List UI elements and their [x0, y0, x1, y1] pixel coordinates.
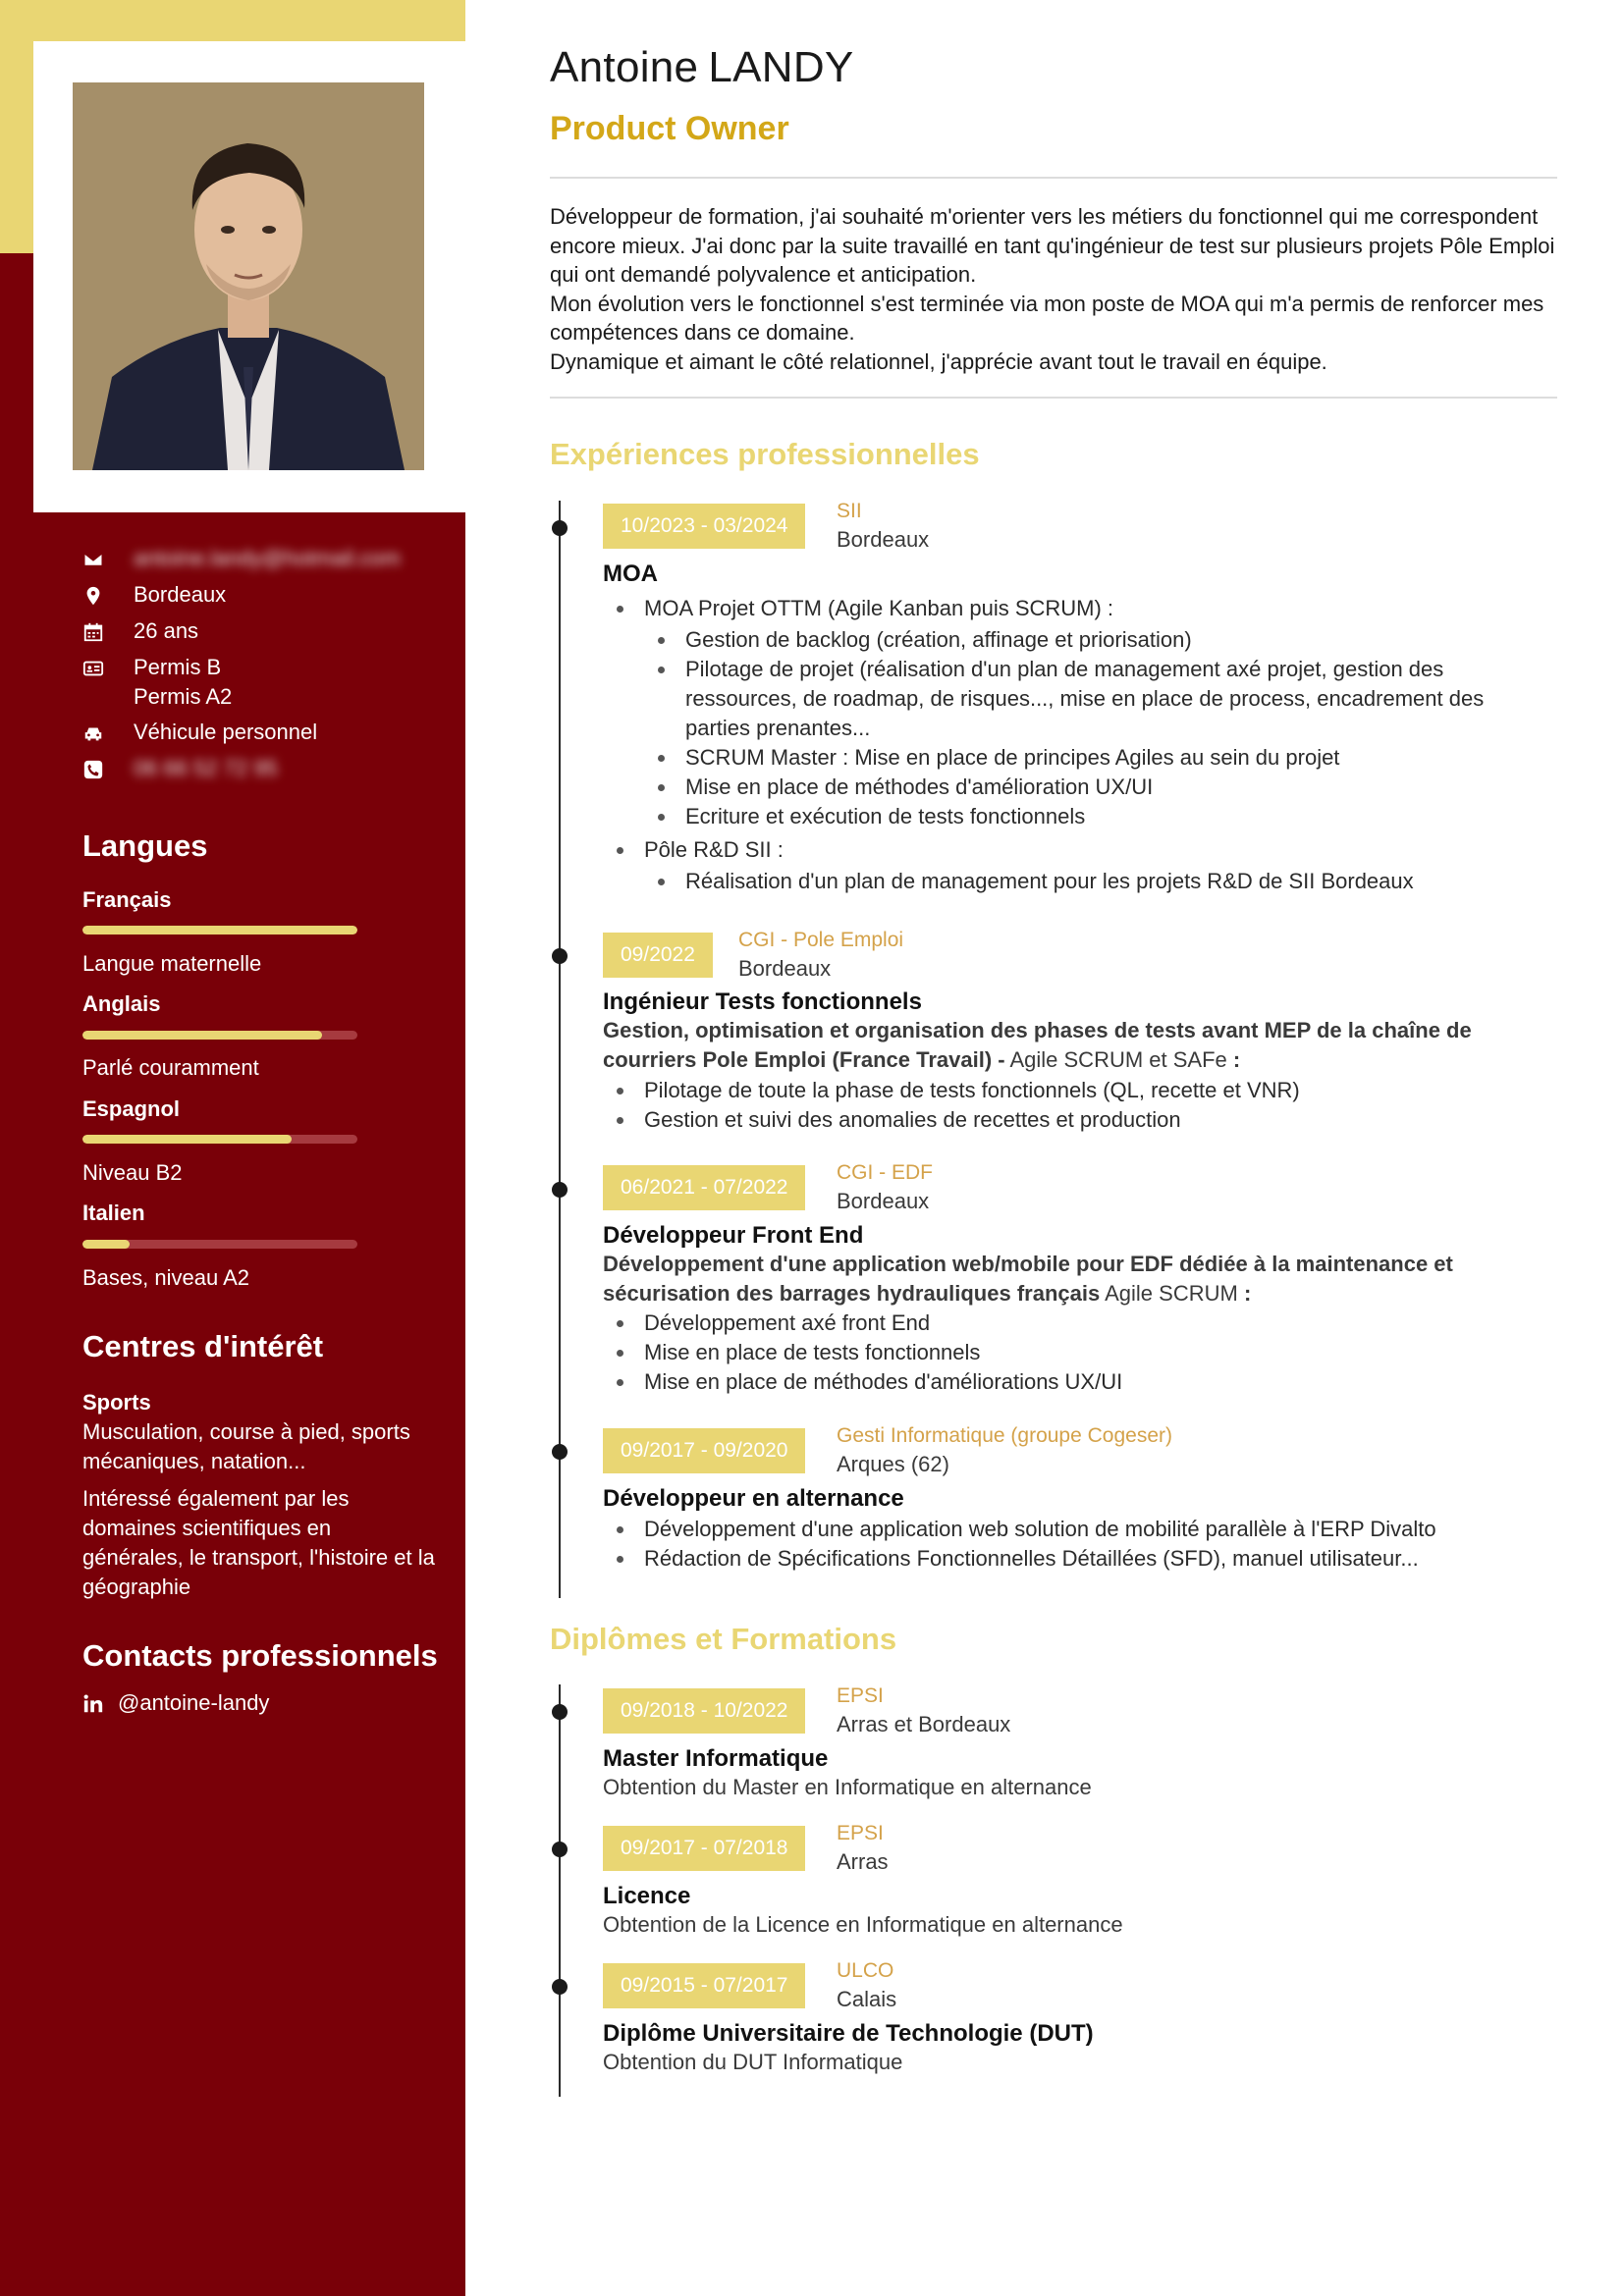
date-badge: 09/2015 - 07/2017 — [603, 1963, 805, 2008]
role-bullets — [603, 1076, 1545, 1135]
role-description-bold: Développement d'une application web/mobile pour EDF dédiée à la maintenance et sécurisation des barrages hydrauliques français — [603, 1252, 1453, 1306]
timeline-dot — [552, 1704, 568, 1720]
bullet-item: Pilotage de toute la phase de tests fonctionnels (QL, recette et VNR) — [603, 1076, 1545, 1105]
sub-bullets — [644, 625, 1545, 831]
sub-bullet-item: Mise en place de méthodes d'amélioration UX/UI — [644, 773, 1545, 802]
role-description-plain: Agile SCRUM — [1100, 1281, 1244, 1306]
experience-timeline — [559, 501, 561, 1598]
sub-bullets — [644, 867, 1545, 896]
date-badge: 09/2018 - 10/2022 — [603, 1688, 805, 1734]
sub-bullet-item: Réalisation d'un plan de management pour les projets R&D de SII Bordeaux — [644, 867, 1545, 896]
timeline-dot — [552, 1842, 568, 1857]
language-name: Anglais — [82, 991, 161, 1016]
language-level: Bases, niveau A2 — [82, 1265, 250, 1290]
timeline-dot — [552, 520, 568, 536]
timeline-dot — [552, 1444, 568, 1460]
school-name: EPSI — [837, 1684, 884, 1707]
car-icon — [82, 718, 122, 747]
bullet-item: Développement axé front End — [603, 1308, 1545, 1338]
language-level-fill — [82, 1240, 130, 1249]
language-name: Français — [82, 887, 172, 912]
company-name: Gesti Informatique (groupe Cogeser) — [837, 1424, 1172, 1447]
date-badge: 06/2021 - 07/2022 — [603, 1165, 805, 1210]
date-badge: 09/2017 - 07/2018 — [603, 1826, 805, 1871]
degree-description: Obtention de la Licence en Informatique en alternance — [603, 1912, 1123, 1937]
bullet-item: Mise en place de tests fonctionnels — [603, 1338, 1545, 1367]
linkedin-handle[interactable]: @antoine-landy — [118, 1690, 270, 1715]
divider — [550, 177, 1557, 179]
summary-paragraph: Mon évolution vers le fonctionnel s'est terminée via mon poste de MOA qui m'a permis de renforcer mes compétences dans ce domaine. — [550, 291, 1544, 345]
company-name: CGI - EDF — [837, 1161, 933, 1184]
education-title: Diplômes et Formations — [550, 1622, 897, 1656]
contact-phone-row[interactable] — [82, 754, 278, 783]
contact-vehicle-row — [82, 718, 317, 747]
degree-title: Licence — [603, 1883, 691, 1909]
bullet-text: Pôle R&D SII : — [644, 837, 784, 862]
role-title: Développeur Front End — [603, 1222, 864, 1249]
language-level-bar — [82, 1031, 357, 1040]
linkedin-row[interactable] — [82, 1688, 269, 1718]
language-name: Espagnol — [82, 1096, 181, 1121]
date-badge: 09/2017 - 09/2020 — [603, 1428, 805, 1473]
timeline-dot — [552, 1182, 568, 1198]
role-description-plain: Agile SCRUM et SAFe — [1004, 1047, 1233, 1072]
language-level-bar — [82, 926, 357, 934]
bullet-item: Développement d'une application web solution de mobilité parallèle à l'ERP Divalto — [603, 1515, 1565, 1544]
company-location: Bordeaux — [837, 527, 930, 552]
role-bullets — [603, 594, 1545, 896]
last-name: LANDY — [708, 43, 854, 91]
language-level: Parlé couramment — [82, 1055, 259, 1080]
bullet-item: Mise en place de méthodes d'améliorations UX/UI — [603, 1367, 1545, 1397]
languages-title: Langues — [82, 828, 208, 863]
contact-phone[interactable]: 06 66 52 72 95 — [134, 756, 278, 780]
contact-city: Bordeaux — [134, 582, 227, 607]
school-location: Calais — [837, 1987, 897, 2011]
company-location: Bordeaux — [738, 956, 832, 981]
timeline-dot — [552, 1979, 568, 1995]
sub-bullet-item: Pilotage de projet (réalisation d'un plan de management axé projet, gestion des ressources, de roadmap, de risques..., mise en place de process, encadrement des parties prenantes... — [644, 655, 1545, 743]
contact-license-row — [82, 653, 232, 712]
calendar-icon — [82, 616, 122, 646]
school-location: Arras et Bordeaux — [837, 1712, 1011, 1736]
language-level-fill — [82, 1135, 292, 1144]
degree-title: Diplôme Universitaire de Technologie (DUT) — [603, 2020, 1094, 2047]
job-title: Product Owner — [550, 110, 789, 147]
language-name: Italien — [82, 1201, 145, 1225]
divider — [550, 397, 1557, 399]
date-badge: 09/2022 — [603, 933, 713, 978]
role-bullets — [603, 1308, 1545, 1397]
contact-vehicle: Véhicule personnel — [134, 720, 318, 744]
contact-city-row — [82, 580, 226, 610]
role-description — [603, 1250, 1545, 1308]
profile-photo-illustration — [73, 82, 424, 470]
pro-contacts-title: Contacts professionnels — [82, 1638, 438, 1673]
school-name: ULCO — [837, 1959, 894, 1982]
linkedin-icon — [82, 1688, 112, 1718]
interests-title: Centres d'intérêt — [82, 1329, 324, 1363]
summary-paragraph: Développeur de formation, j'ai souhaité m'orienter vers les métiers du fonctionnel qui me correspondent encore mieux. J'ai donc par la suite travaillé en tant qu'ingénieur de test sur plusieurs projets Pôle Emploi qui ont demandé polyvalence et anticipation. — [550, 204, 1555, 287]
role-title: Ingénieur Tests fonctionnels — [603, 988, 922, 1015]
interests-sports-label: Sports — [82, 1390, 151, 1415]
company-location: Bordeaux — [837, 1189, 930, 1213]
education-timeline — [559, 1684, 561, 2097]
role-description-bold: Gestion, optimisation et organisation des phases de tests avant MEP de la chaîne de courriers Pole Emploi (France Travail) - — [603, 1018, 1472, 1072]
interests-other-text: Intéressé également par les domaines scientifiques en générales, le transport, l'histoire et la géographie — [82, 1486, 435, 1599]
location-pin-icon — [82, 580, 122, 610]
interests-sports — [82, 1388, 436, 1476]
role-title: MOA — [603, 561, 658, 587]
school-name: EPSI — [837, 1822, 884, 1844]
phone-icon — [82, 754, 122, 783]
experience-title: Expériences professionnelles — [550, 437, 980, 471]
language-level-bar — [82, 1135, 357, 1144]
language-level-fill — [82, 926, 357, 934]
school-location: Arras — [837, 1849, 889, 1874]
bullet-item — [603, 835, 1545, 896]
sidebar-accent-band-left — [0, 0, 33, 253]
contact-email[interactable]: antoine.landy@hotmail.com — [134, 546, 401, 570]
role-title: Développeur en alternance — [603, 1485, 904, 1512]
bullet-item: Gestion et suivi des anomalies de recettes et production — [603, 1105, 1545, 1135]
envelope-icon — [82, 544, 122, 573]
role-description-end: : — [1232, 1047, 1241, 1072]
language-level-fill — [82, 1031, 322, 1040]
role-description — [603, 1016, 1545, 1075]
role-bullets — [603, 1515, 1565, 1574]
license-b: Permis B — [134, 655, 222, 679]
license-a2: Permis A2 — [134, 684, 233, 709]
sub-bullet-item: SCRUM Master : Mise en place de principes Agiles au sein du projet — [644, 743, 1545, 773]
bullet-text: MOA Projet OTTM (Agile Kanban puis SCRUM) : — [644, 596, 1114, 620]
contact-licenses — [122, 653, 232, 712]
company-name: CGI - Pole Emploi — [738, 929, 904, 951]
language-level: Niveau B2 — [82, 1160, 183, 1185]
bullet-item: Rédaction de Spécifications Fonctionnelles Détaillées (SFD), manuel utilisateur... — [603, 1544, 1565, 1574]
role-description-end: : — [1243, 1281, 1252, 1306]
degree-description: Obtention du Master en Informatique en alternance — [603, 1775, 1092, 1799]
summary — [550, 202, 1561, 376]
contact-age-row — [82, 616, 198, 646]
timeline-dot — [552, 948, 568, 964]
degree-description: Obtention du DUT Informatique — [603, 2050, 903, 2074]
degree-title: Master Informatique — [603, 1745, 829, 1772]
first-name: Antoine — [550, 43, 699, 91]
interests-sports-text: Musculation, course à pied, sports mécaniques, natation... — [82, 1419, 410, 1473]
id-card-icon — [82, 653, 122, 682]
company-location: Arques (62) — [837, 1452, 949, 1476]
company-name: SII — [837, 500, 862, 522]
sub-bullet-item: Ecriture et exécution de tests fonctionnels — [644, 802, 1545, 831]
sidebar-accent-band — [0, 0, 465, 41]
language-level: Langue maternelle — [82, 951, 262, 976]
date-badge: 10/2023 - 03/2024 — [603, 504, 805, 549]
bullet-item — [603, 594, 1545, 831]
profile-photo — [73, 82, 424, 470]
contact-age: 26 ans — [134, 618, 199, 643]
contact-email-row[interactable] — [82, 544, 401, 573]
summary-paragraph: Dynamique et aimant le côté relationnel, j'apprécie avant tout le travail en équipe. — [550, 348, 1327, 374]
full-name — [550, 43, 854, 92]
sub-bullet-item: Gestion de backlog (création, affinage et priorisation) — [644, 625, 1545, 655]
language-level-bar — [82, 1240, 357, 1249]
